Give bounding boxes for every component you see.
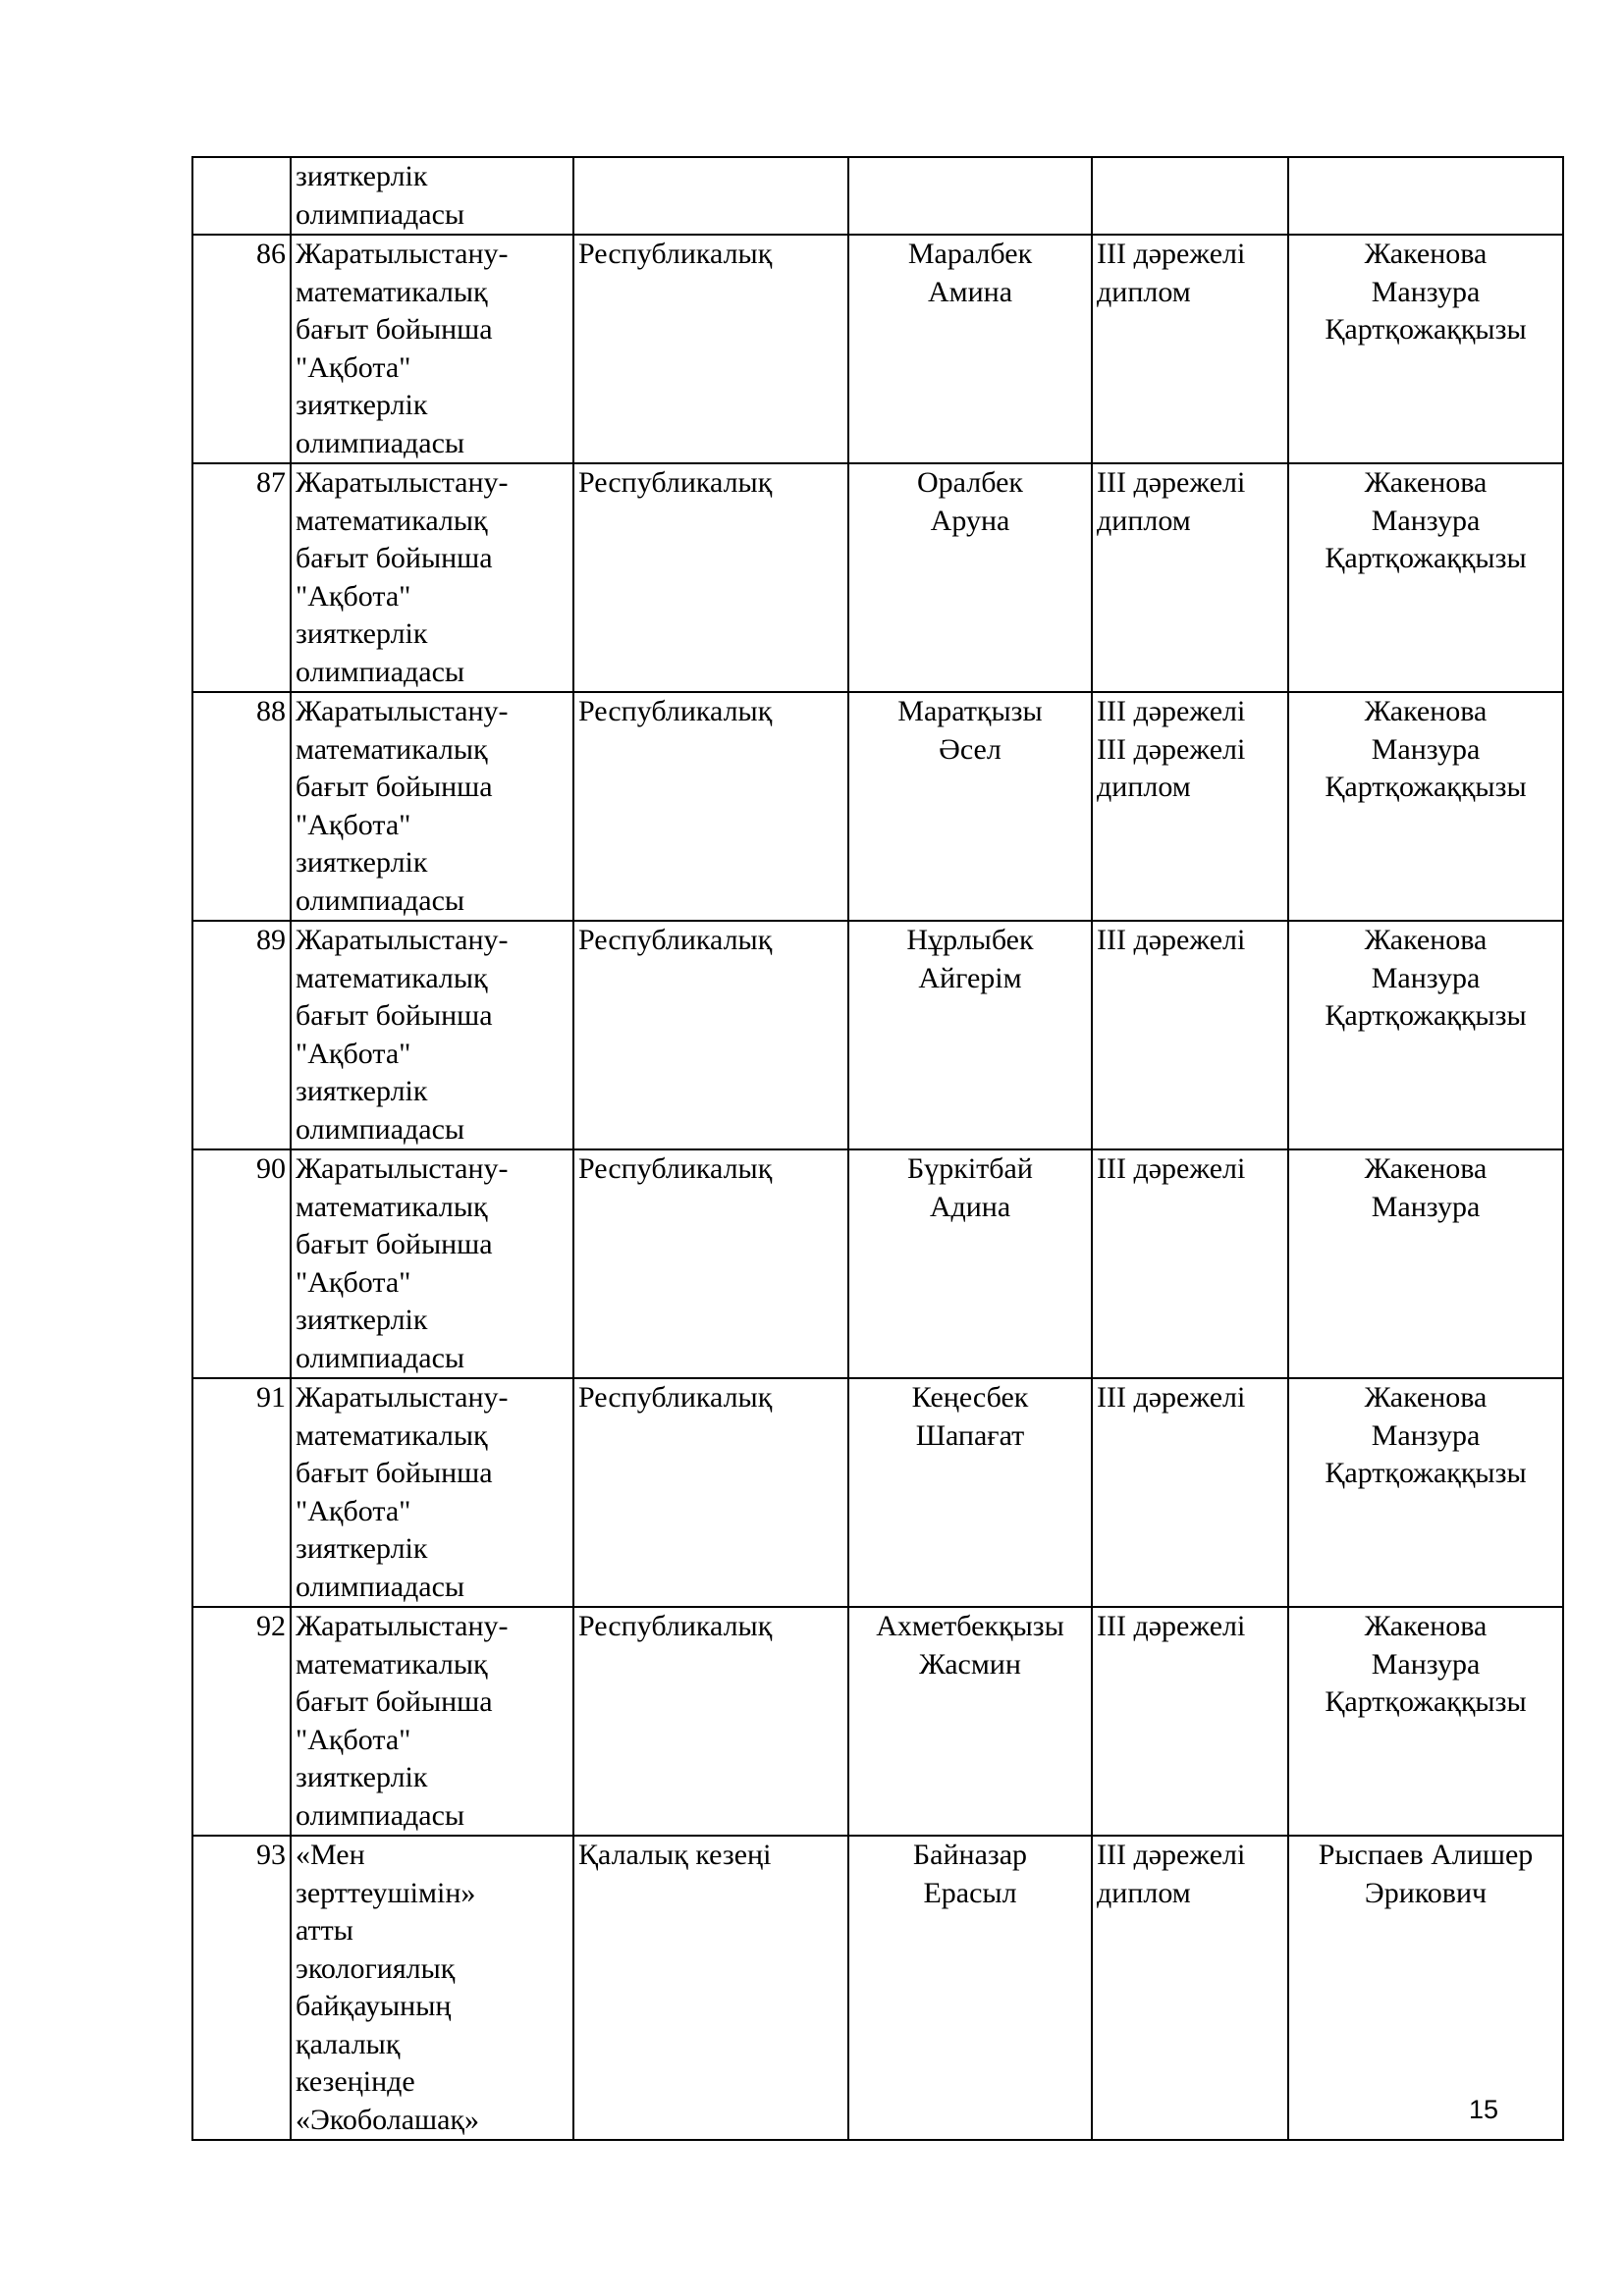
table-row (192, 157, 1563, 235)
teacher-line: Манзура (1371, 1647, 1481, 1681)
teacher-cell (1288, 692, 1563, 921)
event-line: зияткерлік (296, 389, 428, 421)
award-cell (1092, 235, 1288, 463)
level-cell (573, 1607, 848, 1836)
row-number-cell: 92 (192, 1607, 291, 1836)
results-table (191, 156, 1564, 2141)
level-line: Республикалық (578, 1152, 773, 1185)
event-line: Жаратылыстану- (296, 1152, 509, 1185)
teacher-cell (1288, 463, 1563, 692)
award-line: диплом (1097, 504, 1191, 537)
student-line: Байназар (912, 1839, 1028, 1871)
table-row (192, 1607, 1563, 1836)
student-cell (848, 692, 1092, 921)
award-cell (1092, 1378, 1288, 1607)
student-cell (848, 1607, 1092, 1836)
event-line: олимпиадасы (296, 1570, 465, 1603)
teacher-line: Манзура (1371, 732, 1481, 766)
event-line: олимпиадасы (296, 655, 465, 688)
teacher-line: Манзура (1371, 1190, 1481, 1223)
event-line: экологиялық (296, 1951, 456, 1985)
level-cell (573, 235, 848, 463)
teacher-line: Рыспаев Алишер (1318, 1839, 1534, 1871)
student-line: Жасмин (919, 1647, 1021, 1681)
row-number-cell: 86 (192, 235, 291, 463)
event-line: Жаратылыстану- (296, 466, 509, 499)
student-cell (848, 463, 1092, 692)
event-line: зияткерлік (296, 846, 428, 879)
student-line: Ахметбекқызы (876, 1610, 1064, 1642)
row-number-cell: 88 (192, 692, 291, 921)
row-number-cell: 93 (192, 1836, 291, 2140)
student-line: Кеңесбек (911, 1381, 1029, 1414)
event-line: зияткерлік (296, 1761, 428, 1793)
event-line: "Ақбота" (296, 350, 411, 384)
level-cell (573, 1378, 848, 1607)
teacher-line: Жакенова (1364, 1610, 1488, 1642)
student-line: Амина (927, 275, 1013, 308)
student-cell (848, 157, 1092, 235)
level-line: Республикалық (578, 695, 773, 727)
event-line: бағыт бойынша (296, 542, 493, 574)
table-row (192, 921, 1563, 1149)
event-line: бағыт бойынша (296, 313, 493, 346)
level-line: Республикалық (578, 238, 773, 270)
row-number-cell: 91 (192, 1378, 291, 1607)
event-line: байқауының (296, 1990, 452, 2022)
teacher-line: Жакенова (1364, 924, 1488, 956)
student-cell (848, 921, 1092, 1149)
row-number-cell: 90 (192, 1149, 291, 1378)
event-line: Жаратылыстану- (296, 238, 509, 270)
teacher-cell (1288, 1836, 1563, 2140)
award-cell (1092, 1607, 1288, 1836)
award-line: ІІІ дәрежелі (1097, 1152, 1246, 1185)
event-line: зияткерлік (296, 160, 428, 192)
event-line: олимпиадасы (296, 197, 465, 231)
table-row (192, 1149, 1563, 1378)
page-number: 15 (1469, 2095, 1499, 2124)
event-cell (291, 1836, 573, 2140)
event-cell (291, 463, 573, 692)
event-line: математикалық (296, 1418, 488, 1452)
teacher-line: Эрикович (1364, 1876, 1488, 1909)
student-line: Әсел (939, 732, 1001, 766)
event-line: "Ақбота" (296, 808, 411, 841)
event-line: олимпиадасы (296, 426, 465, 459)
event-line: "Ақбота" (296, 1723, 411, 1756)
row-number-cell: 89 (192, 921, 291, 1149)
event-line: олимпиадасы (296, 883, 465, 917)
student-line: Адина (929, 1190, 1011, 1223)
student-line: Оралбек (917, 466, 1023, 499)
award-line: диплом (1097, 771, 1191, 803)
award-line: ІІІ дәрежелі (1097, 924, 1246, 956)
award-cell (1092, 921, 1288, 1149)
level-line: Республикалық (578, 924, 773, 956)
teacher-line: Жакенова (1364, 1152, 1488, 1185)
event-line: "Ақбота" (296, 579, 411, 613)
event-cell (291, 921, 573, 1149)
table-row (192, 692, 1563, 921)
teacher-line: Қартқожаққызы (1325, 1685, 1527, 1718)
event-cell (291, 235, 573, 463)
teacher-line: Жакенова (1364, 1381, 1488, 1414)
event-line: математикалық (296, 732, 488, 766)
event-line: бағыт бойынша (296, 1457, 493, 1489)
level-cell (573, 1836, 848, 2140)
event-line: олимпиадасы (296, 1341, 465, 1374)
teacher-cell (1288, 1607, 1563, 1836)
student-line: Ерасыл (923, 1876, 1017, 1909)
event-line: математикалық (296, 275, 488, 308)
row-number-cell: 87 (192, 463, 291, 692)
teacher-cell (1288, 235, 1563, 463)
award-line: диплом (1097, 1876, 1191, 1909)
event-line: бағыт бойынша (296, 1228, 493, 1260)
event-line: қалалық (296, 2027, 401, 2060)
event-line: зияткерлік (296, 1075, 428, 1107)
teacher-line: Манзура (1371, 275, 1481, 308)
event-line: олимпиадасы (296, 1798, 465, 1832)
teacher-line: Қартқожаққызы (1325, 999, 1527, 1032)
award-cell (1092, 1836, 1288, 2140)
event-line: зияткерлік (296, 1532, 428, 1565)
teacher-line: Жакенова (1364, 238, 1488, 270)
event-line: зияткерлік (296, 617, 428, 650)
student-line: Шапағат (915, 1418, 1025, 1452)
level-line: Республикалық (578, 1381, 773, 1414)
event-line: Жаратылыстану- (296, 695, 509, 727)
teacher-line: Жакенова (1364, 466, 1488, 499)
student-line: Бүркітбай (907, 1152, 1033, 1185)
event-line: зияткерлік (296, 1304, 428, 1336)
level-cell (573, 921, 848, 1149)
event-cell (291, 157, 573, 235)
award-cell (1092, 1149, 1288, 1378)
teacher-line: Жакенова (1364, 695, 1488, 727)
level-cell (573, 1149, 848, 1378)
award-line: ІІІ дәрежелі (1097, 1610, 1246, 1642)
event-line: бағыт бойынша (296, 1685, 493, 1718)
teacher-line: Қартқожаққызы (1325, 1457, 1527, 1489)
event-line: математикалық (296, 961, 488, 994)
event-cell (291, 1378, 573, 1607)
teacher-line: Қартқожаққызы (1325, 771, 1527, 803)
event-line: «Экоболашақ» (296, 2103, 480, 2136)
event-line: кезеңінде (296, 2065, 415, 2098)
event-line: Жаратылыстану- (296, 924, 509, 956)
student-cell (848, 1378, 1092, 1607)
award-line: ІІІ дәрежелі (1097, 1839, 1246, 1871)
event-cell (291, 692, 573, 921)
event-line: "Ақбота" (296, 1494, 411, 1527)
level-line: Қалалық кезеңі (578, 1839, 772, 1871)
student-line: Маралбек (907, 238, 1033, 270)
event-line: математикалық (296, 1647, 488, 1681)
level-line: Республикалық (578, 1610, 773, 1642)
award-line: ІІІ дәрежелі (1097, 238, 1246, 270)
student-line: Маратқызы (897, 695, 1043, 727)
event-line: математикалық (296, 1190, 488, 1223)
event-line: зерттеушімін» (296, 1876, 476, 1909)
event-line: математикалық (296, 504, 488, 537)
level-line: Республикалық (578, 466, 773, 499)
event-cell (291, 1149, 573, 1378)
event-line: Жаратылыстану- (296, 1610, 509, 1642)
event-line: «Мен (296, 1839, 365, 1871)
event-line: бағыт бойынша (296, 999, 493, 1032)
event-line: Жаратылыстану- (296, 1381, 509, 1414)
award-line: ІІІ дәрежелі (1097, 732, 1246, 766)
teacher-line: Манзура (1371, 1418, 1481, 1452)
event-line: "Ақбота" (296, 1037, 411, 1070)
event-line: бағыт бойынша (296, 771, 493, 803)
table-row (192, 235, 1563, 463)
teacher-line: Қартқожаққызы (1325, 542, 1527, 574)
award-cell (1092, 692, 1288, 921)
award-line: ІІІ дәрежелі (1097, 1381, 1246, 1414)
teacher-cell (1288, 921, 1563, 1149)
award-line: ІІІ дәрежелі (1097, 695, 1246, 727)
event-line: "Ақбота" (296, 1265, 411, 1299)
event-line: атты (296, 1914, 353, 1947)
teacher-cell (1288, 157, 1563, 235)
award-cell (1092, 157, 1288, 235)
teacher-cell (1288, 1378, 1563, 1607)
student-cell (848, 235, 1092, 463)
level-cell (573, 157, 848, 235)
table-row (192, 1378, 1563, 1607)
student-line: Айгерім (918, 961, 1022, 994)
event-cell (291, 1607, 573, 1836)
award-line: ІІІ дәрежелі (1097, 466, 1246, 499)
results-table-body (192, 157, 1563, 2140)
table-row (192, 463, 1563, 692)
teacher-line: Манзура (1371, 961, 1481, 994)
student-cell (848, 1836, 1092, 2140)
student-line: Нұрлыбек (906, 924, 1034, 956)
level-cell (573, 692, 848, 921)
teacher-cell (1288, 1149, 1563, 1378)
event-line: олимпиадасы (296, 1112, 465, 1146)
award-line: диплом (1097, 275, 1191, 308)
teacher-line: Қартқожаққызы (1325, 313, 1527, 346)
award-cell (1092, 463, 1288, 692)
table-row (192, 1836, 1563, 2140)
teacher-line: Манзура (1371, 504, 1481, 537)
student-line: Аруна (930, 504, 1010, 537)
level-cell (573, 463, 848, 692)
row-number-cell (192, 157, 291, 235)
student-cell (848, 1149, 1092, 1378)
